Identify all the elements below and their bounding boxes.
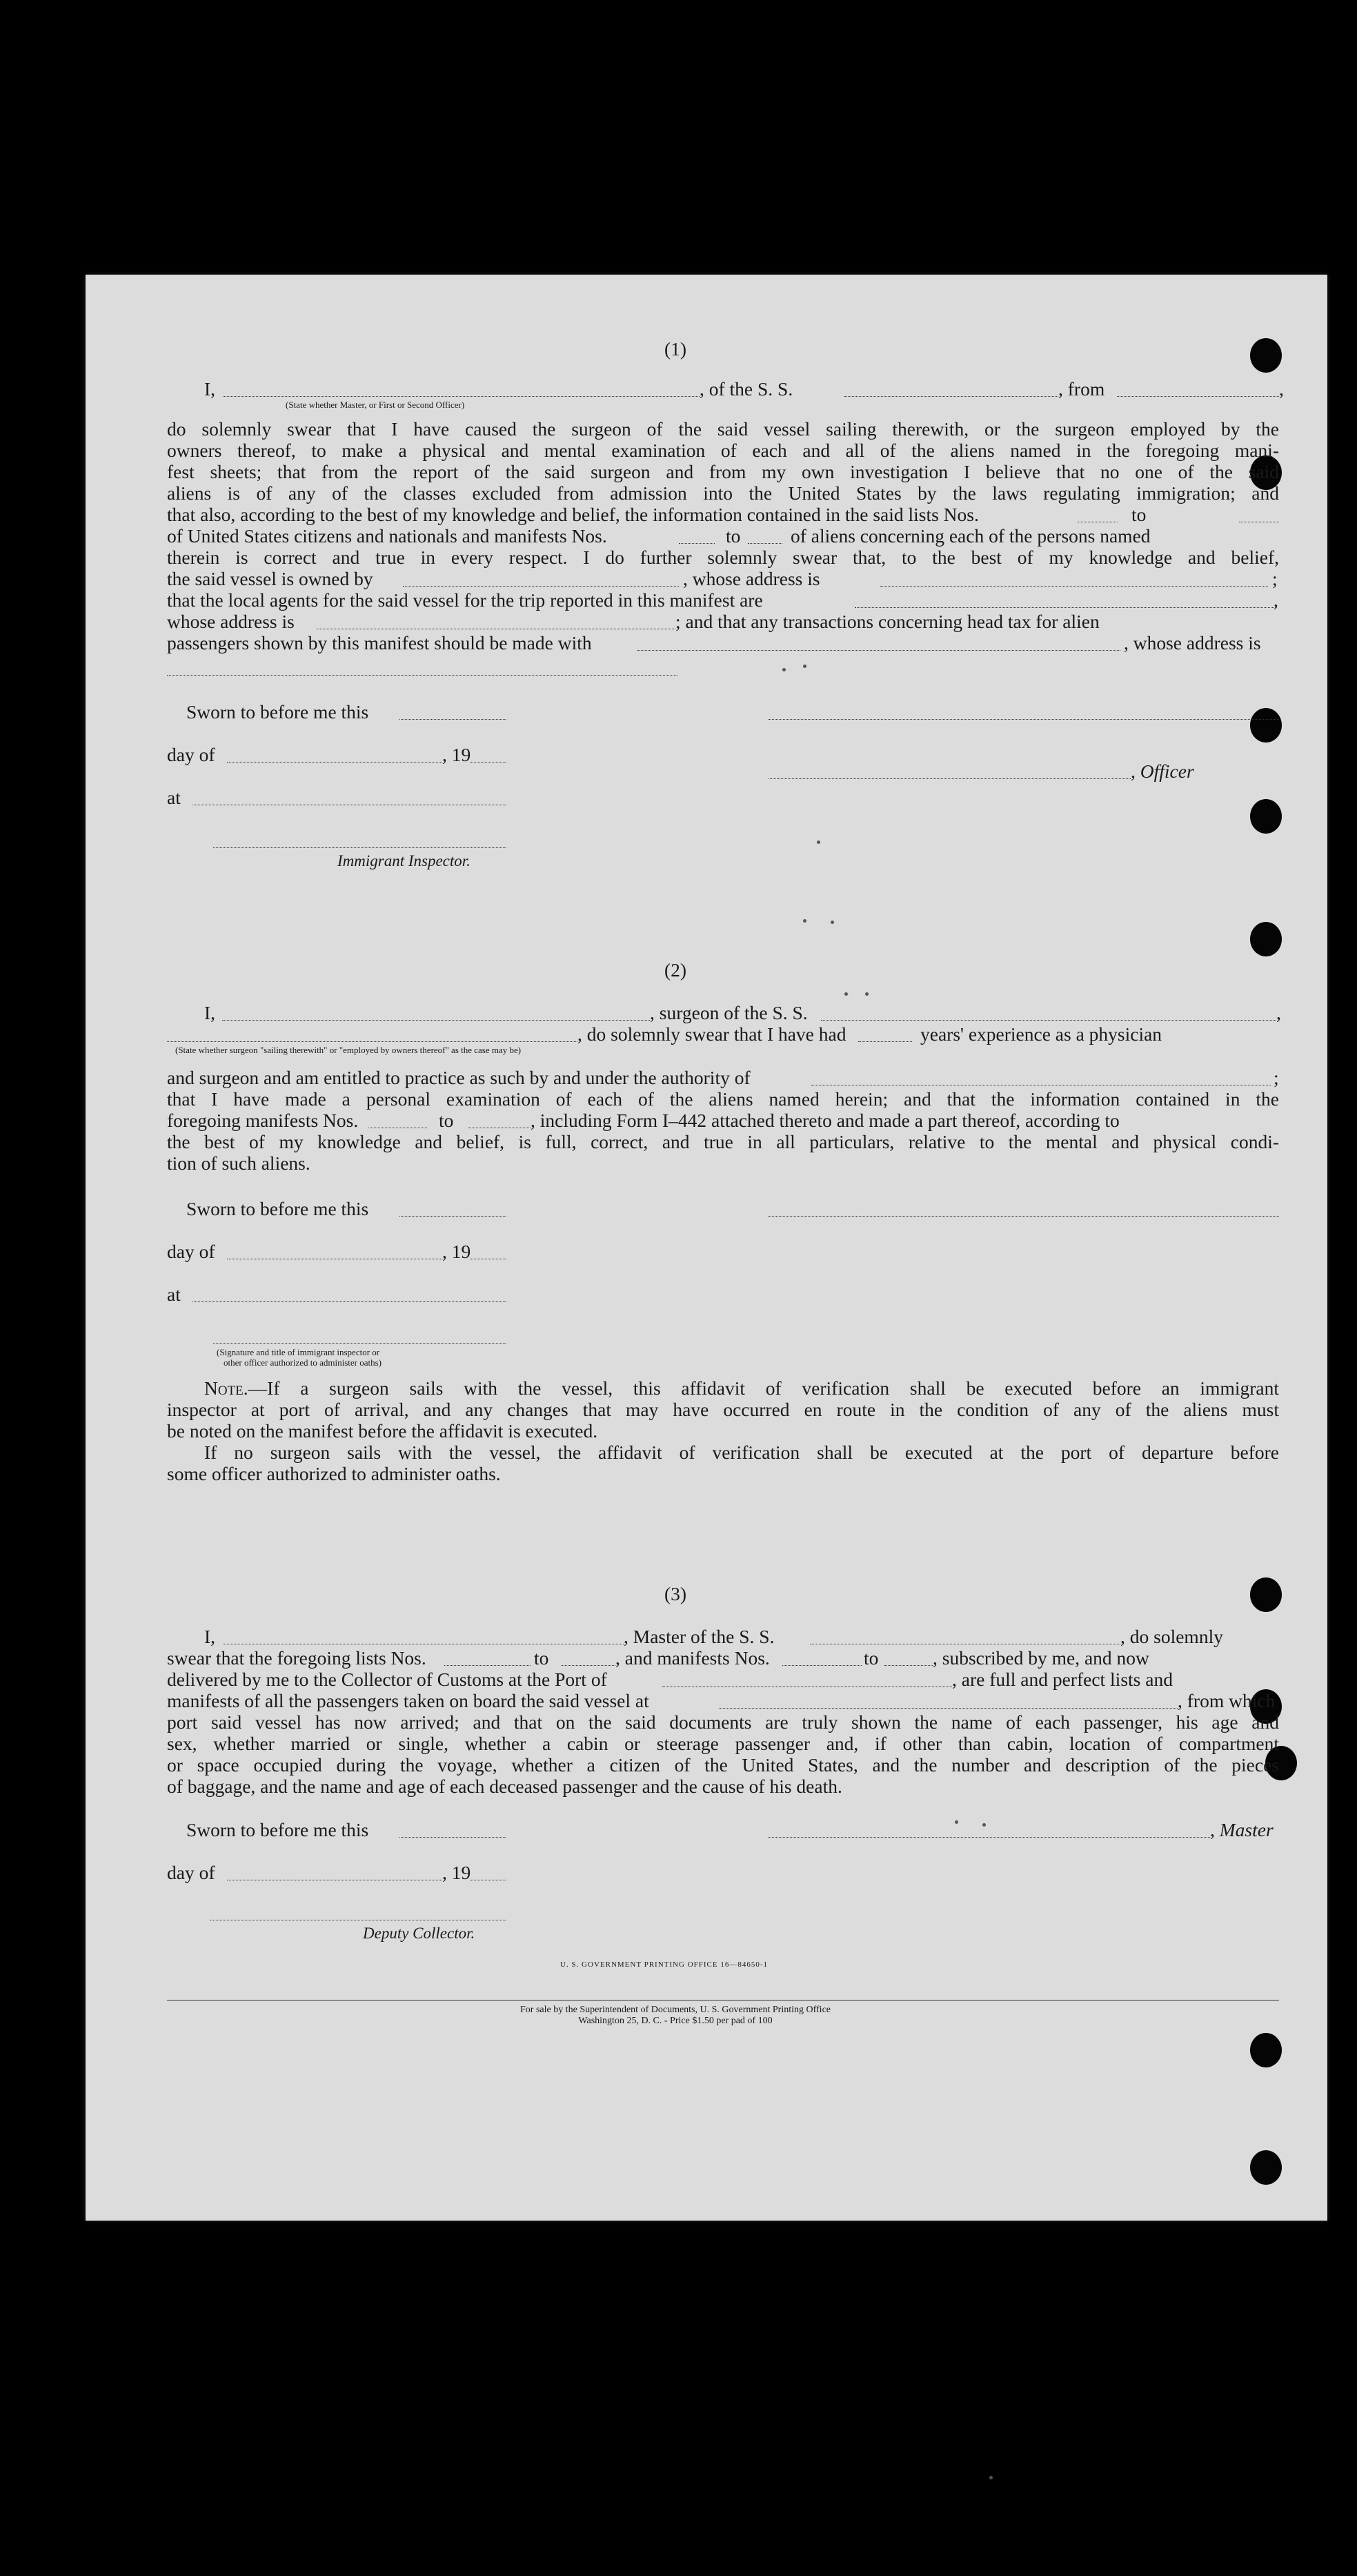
speck [831, 921, 834, 924]
speck [817, 840, 820, 844]
day-of-3-label: day of [167, 1862, 215, 1883]
oath-2-line-5c: , including Form I–442 attached thereto and made a part thereof, according to [531, 1110, 1120, 1131]
manifests-to-blank [884, 1665, 933, 1666]
oath-1-i: I, [204, 378, 216, 400]
oath-3-line-7: or space occupied during the voyage, whether a citizen of the United States, and the number and description of the pieces [167, 1754, 1279, 1776]
oath-3-line-4b: , from which [1178, 1690, 1276, 1711]
oath-3-line-2e: , subscribed by me, and now [933, 1647, 1149, 1669]
oath-2-line-2b: years' experience as a physician [920, 1023, 1162, 1045]
note-line-5: some officer authorized to administer oaths. [167, 1463, 501, 1484]
section-1-number: (1) [664, 338, 687, 360]
officer-title-line [769, 778, 1131, 779]
year-1-blank [471, 762, 506, 763]
oath-2-line-5b: to [439, 1110, 454, 1131]
oath-3-line-2c: , and manifests Nos. [615, 1647, 770, 1669]
oath-3-line-5: port said vessel has now arrived; and that on the said documents are truly shown the name of each passenger, his age and [167, 1711, 1279, 1733]
note-text-1: —If a surgeon sails with the vessel, this affidavit of verification shall be executed before an immigrant [248, 1377, 1279, 1399]
oath-1-line-6a: of United States citizens and nationals and manifests Nos. [167, 525, 607, 547]
speck [955, 1820, 958, 1824]
note-line-2: inspector at port of arrival, and any changes that may have occurred en route in the condition of any of the aliens must [167, 1399, 1279, 1420]
speck [989, 2476, 993, 2479]
oath-2-line-6: the best of my knowledge and belief, is full, correct, and true in all particulars, relative to the mental and physical condi- [167, 1131, 1279, 1152]
oath-1-line-9b: , [1274, 589, 1278, 611]
day-of-1-label: day of [167, 744, 215, 765]
officer-label: , Officer [1131, 760, 1194, 782]
comma: , [1276, 1002, 1281, 1023]
sworn-3-label: Sworn to before me this [186, 1819, 369, 1840]
section-2-number: (2) [664, 959, 687, 981]
manifest-no-from-blank [679, 543, 715, 544]
sale-notice-2: Washington 25, D. C. - Price $1.50 per pad of 100 [578, 2016, 773, 2026]
departure-port-blank [1117, 396, 1279, 397]
oath-1-line-11b: , whose address is [1124, 632, 1261, 653]
speck [803, 919, 806, 923]
oath-1-line-8a: the said vessel is owned by [167, 568, 373, 589]
speck [803, 665, 806, 668]
signature-note-1: (Signature and title of immigrant inspector or [217, 1347, 380, 1357]
note-line-4: If no surgeon sails with the vessel, the affidavit of verification shall be executed at the port of departure before [204, 1442, 1279, 1463]
oath-1-line-1: do solemnly swear that I have caused the surgeon of the said vessel sailing therewith, or the surgeon employed by the [167, 418, 1279, 440]
speck [782, 668, 786, 671]
oath-1-line-11a: passengers shown by this manifest should be made with [167, 632, 592, 653]
oath-1-from: , from [1058, 378, 1105, 400]
year-1-label: , 19 [442, 744, 471, 765]
oath-1-line-6c: of aliens concerning each of the persons named [791, 525, 1151, 547]
speck [982, 1823, 986, 1827]
owner-blank [403, 586, 679, 587]
officer-signature-line [769, 719, 1279, 720]
oath-3-line-2d: to [864, 1647, 879, 1669]
punch-hole [1250, 799, 1282, 834]
speck [844, 992, 848, 996]
sworn-3-date-blank [399, 1837, 506, 1838]
oath-2-line-7: tion of such aliens. [167, 1152, 310, 1174]
authorized-officer-signature-line [213, 1343, 506, 1344]
surgeon-status-blank [167, 1041, 577, 1042]
at-1-label: at [167, 787, 181, 808]
punch-hole [1250, 708, 1282, 743]
oath-3-master-of: , Master of the S. S. [624, 1626, 775, 1647]
note-line-1 [204, 1377, 1279, 1399]
port-of-embarkation-blank [719, 1708, 1178, 1709]
inspector-label: Immigrant Inspector. [337, 852, 471, 869]
oath-1-line-4: aliens is of any of the classes excluded from admission into the United States by the laws regulating immigration; and [167, 482, 1279, 504]
oath-2-surgeon-of: , surgeon of the S. S. [650, 1002, 808, 1023]
oath-3-line-8: of baggage, and the name and age of each deceased passenger and the cause of his death. [167, 1776, 842, 1797]
oath-1-line-9a: that the local agents for the said vessel for the trip reported in this manifest are [167, 589, 763, 611]
sworn-2-label: Sworn to before me this [186, 1198, 369, 1219]
oath-1-line-7: therein is correct and true in every respect. I do further solemnly swear that, to the best of my knowledge and belief, [167, 547, 1279, 568]
manifest-affidavit-sheet [86, 275, 1327, 2221]
oath-3-i: I, [204, 1626, 216, 1647]
punch-hole [1250, 2033, 1282, 2067]
surgeon-signature-line [769, 1216, 1279, 1217]
signature-note-2: other officer authorized to administer oaths) [224, 1357, 382, 1368]
vessel-name-blank [844, 396, 1058, 397]
master-label: , Master [1210, 1819, 1274, 1840]
head-tax-contact-blank [637, 650, 1120, 651]
oath-1-line-2: owners thereof, to make a physical and mental examination of each and all of the aliens named in the foregoing mani- [167, 440, 1279, 461]
owner-address-blank [880, 586, 1268, 587]
surgeon-status-note: (State whether surgeon "sailing therewith" or "employed by owners thereof" as the case may be) [175, 1045, 522, 1055]
oath-1-line-8b: , whose address is [683, 568, 820, 589]
lists-to-blank [562, 1665, 615, 1666]
oath-2-line-5a: foregoing manifests Nos. [167, 1110, 359, 1131]
officer-rank-note: (State whether Master, or First or Second Officer) [286, 400, 465, 410]
oath-1-line-10b: ; and that any transactions concerning head tax for alien [675, 611, 1100, 632]
oath-3-solemnly: , do solemnly [1120, 1626, 1223, 1647]
oath-1-of-ss: , of the S. S. [700, 378, 793, 400]
sworn-2-date-blank [399, 1216, 506, 1217]
officer-name-blank [224, 396, 700, 397]
gpo-imprint: U. S. GOVERNMENT PRINTING OFFICE 16—84650-1 [560, 1960, 769, 1969]
years-experience-blank [858, 1041, 912, 1042]
sale-notice-1: For sale by the Superintendent of Documents, U. S. Government Printing Office [520, 2005, 831, 2015]
oath-3-line-6: sex, whether married or single, whether a cabin or steerage passenger and, if other than cabin, location of compartment [167, 1733, 1279, 1754]
oath-2-line-4: that I have made a personal examination of each of the aliens named herein; and that the information contained in the [167, 1088, 1279, 1110]
lists-from-blank [444, 1665, 531, 1666]
head-tax-address-blank [167, 675, 677, 676]
inspector-signature-line [213, 847, 506, 848]
sworn-1-date-blank [399, 719, 506, 720]
manifests-from-blank [782, 1665, 862, 1666]
speck [865, 992, 869, 996]
oath-3-line-2b: to [534, 1647, 549, 1669]
local-agents-blank [855, 607, 1276, 608]
master-signature-line [769, 1837, 1210, 1838]
comma: , [1279, 378, 1284, 400]
day-of-2-label: day of [167, 1241, 215, 1262]
oath-1-line-5b: to [1131, 504, 1147, 525]
oath-2-line-2a: , do solemnly swear that I have had [577, 1023, 846, 1045]
at-2-label: at [167, 1284, 181, 1305]
section-3-number: (3) [664, 1583, 687, 1604]
year-2-label: , 19 [442, 1241, 471, 1262]
day-of-1-blank [227, 762, 442, 763]
punch-hole [1250, 922, 1282, 956]
collector-label: Deputy Collector. [363, 1925, 475, 1942]
oath-3-line-3a: delivered by me to the Collector of Customs at the Port of [167, 1669, 607, 1690]
surgeon-vessel-blank [821, 1020, 1276, 1021]
year-3-label: , 19 [442, 1862, 471, 1883]
sworn-1-label: Sworn to before me this [186, 701, 369, 722]
surgeon-name-blank [222, 1020, 650, 1021]
oath-3-line-2a: swear that the foregoing lists Nos. [167, 1647, 426, 1669]
oath-2-i: I, [204, 1002, 216, 1023]
manifest-no-to-blank [748, 543, 782, 544]
punch-hole [1250, 2150, 1282, 2185]
oath-3-line-3b: , are full and perfect lists and [952, 1669, 1173, 1690]
note-line-3: be noted on the manifest before the affidavit is executed. [167, 1420, 598, 1442]
oath-2-line-3b: ; [1274, 1067, 1279, 1088]
note-label: Note. [204, 1377, 248, 1399]
at-2-blank [192, 1301, 506, 1302]
oath-1-line-5a: that also, according to the best of my knowledge and belief, the information contained in the said lists Nos. [167, 504, 979, 525]
oath-1-line-8c: ; [1272, 568, 1278, 589]
oath-1-line-6b: to [726, 525, 741, 547]
oath-2-line-3a: and surgeon and am entitled to practice as such by and under the authority of [167, 1067, 751, 1088]
oath-1-line-3: fest sheets; that from the report of the said surgeon and from my own investigation I believe that no one of the said [167, 461, 1279, 482]
oath-1-line-10a: whose address is [167, 611, 295, 632]
oath-3-line-4a: manifests of all the passengers taken on board the said vessel at [167, 1690, 649, 1711]
